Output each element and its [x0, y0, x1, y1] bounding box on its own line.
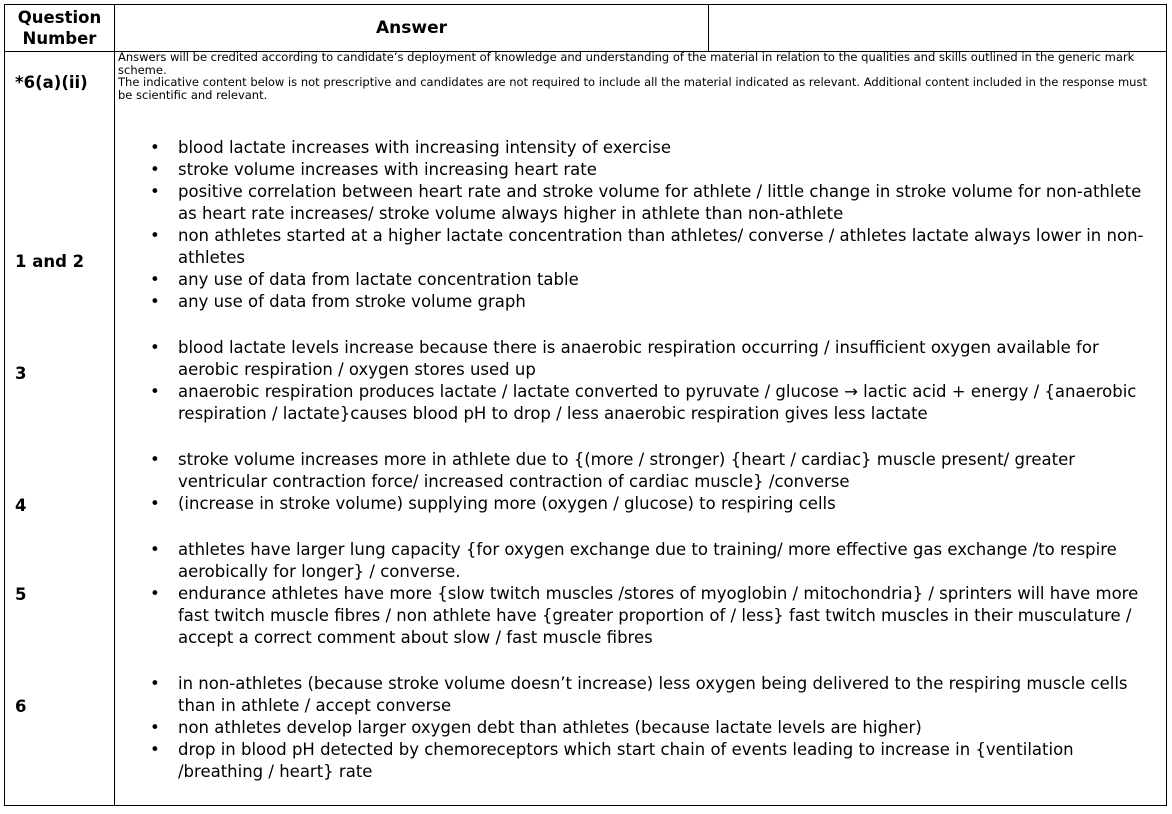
- answer-point: • athletes have larger lung capacity {for oxygen exchange due to training/ more effective gas exchange /to respire aerobically for longer} / converse.: [150, 539, 1158, 583]
- marks-header-cell: [709, 5, 1166, 51]
- answer-point: • blood lactate levels increase because there is anaerobic respiration occurring / insufficient oxygen available for aerobic respiration / oxygen stores used up: [150, 337, 1158, 381]
- answer-header: Answer: [115, 5, 709, 51]
- question-number-column: [5, 51, 115, 805]
- answer-points-6: [150, 673, 1158, 783]
- answer-points-3: [150, 337, 1158, 425]
- table-header-row: [5, 5, 1166, 52]
- answer-point: • positive correlation between heart rate and stroke volume for athlete / little change in stroke volume for non-athlete as heart rate increases/ stroke volume always higher in athlete than non-athlete: [150, 181, 1158, 225]
- answer-point: • any use of data from stroke volume graph: [150, 291, 1158, 313]
- answer-point: • stroke volume increases more in athlete due to {(more / stronger) {heart / cardiac} muscle present/ greater ventricular contraction force/ increased contraction of cardiac muscle} /converse: [150, 449, 1158, 493]
- answer-points-4: [150, 449, 1158, 515]
- section-label-6: 6: [15, 697, 27, 716]
- answer-point: • (increase in stroke volume) supplying more (oxygen / glucose) to respiring cells: [150, 493, 1158, 515]
- section-label-5: 5: [15, 585, 27, 604]
- section-label-3: 3: [15, 364, 27, 383]
- intro-paragraph: Answers will be credited according to candidate’s deployment of knowledge and understanding of the material in relation to the qualities and skills outlined in the generic mark scheme.: [118, 50, 1135, 77]
- answer-point: • any use of data from lactate concentration table: [150, 269, 1158, 291]
- answer-point: • non athletes started at a higher lactate concentration than athletes/ converse / athletes lactate always lower in non-athletes: [150, 225, 1158, 269]
- answer-point: • blood lactate increases with increasing intensity of exercise: [150, 137, 1158, 159]
- answer-point: • anaerobic respiration produces lactate / lactate converted to pyruvate / glucose → lactic acid + energy / {anaerobic respiration / lactate}causes blood pH to drop / less anaerobic respiration gives less lactate: [150, 381, 1158, 425]
- marking-instructions: [118, 51, 1158, 101]
- question-number-header: Question Number: [5, 5, 115, 51]
- answer-point: • endurance athletes have more {slow twitch muscles /stores of myoglobin / mitochondria} / sprinters will have more fast twitch muscle fibres / non athlete have {greater proportion of / less} fast twitch muscles in their musculature / accept a correct comment about slow / fast muscle fibres: [150, 583, 1158, 649]
- answer-point: • stroke volume increases with increasing heart rate: [150, 159, 1158, 181]
- answer-point: • in non-athletes (because stroke volume doesn’t increase) less oxygen being delivered to the respiring muscle cells than in athlete / accept converse: [150, 673, 1158, 717]
- section-label-4: 4: [15, 496, 27, 515]
- answer-points-5: [150, 539, 1158, 649]
- question-number: *6(a)(ii): [15, 73, 88, 92]
- answer-point: • non athletes develop larger oxygen debt than athletes (because lactate levels are higher): [150, 717, 1158, 739]
- intro-paragraph: The indicative content below is not prescriptive and candidates are not required to include all the material indicated as relevant. Additional content included in the response must be scientific and relevant.: [118, 75, 1147, 102]
- section-label-1-and-2: 1 and 2: [15, 252, 85, 271]
- answer-points-1-and-2: [150, 137, 1158, 313]
- answer-point: • drop in blood pH detected by chemoreceptors which start chain of events leading to increase in {ventilation /breathing / heart} rate: [150, 739, 1158, 783]
